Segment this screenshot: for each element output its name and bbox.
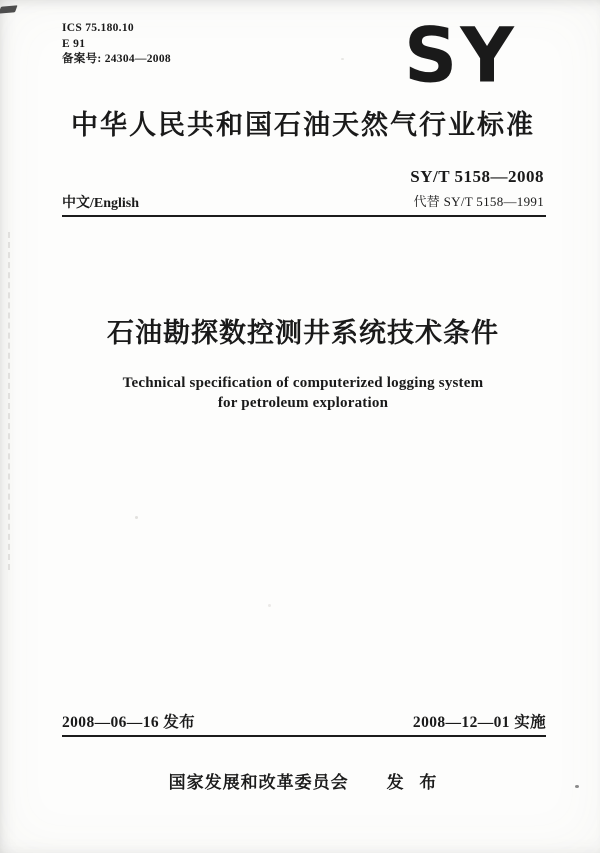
meta-block (62, 21, 171, 68)
issuer-name: 国家发展和改革委员会 (168, 773, 349, 792)
scan-speck (341, 58, 344, 60)
issue-date: 2008—06—16 发布 (62, 714, 196, 731)
record-number: 备案号: 24304—2008 (62, 53, 171, 65)
scan-speck (268, 604, 271, 607)
scan-speck (575, 785, 579, 788)
scan-artifact-corner-mark (0, 5, 18, 13)
scan-speck (135, 516, 138, 519)
classification-code: E 91 (62, 37, 86, 50)
ics-code: ICS 75.180.10 (62, 22, 134, 34)
standard-heading: 中华人民共和国石油天然气行业标准 (71, 110, 535, 140)
header-rule (62, 215, 546, 217)
language-label: 中文/English (62, 196, 140, 211)
publish-label: 发 布 (386, 773, 438, 792)
document-title-en-line1: Technical specification of computerized logging system (122, 375, 484, 391)
publisher-row (57, 768, 549, 793)
document-title-en (57, 374, 549, 413)
sy-logo: SY (404, 12, 517, 100)
footer-rule (62, 735, 546, 737)
scan-artifact-edge-line (8, 232, 10, 570)
date-row (62, 710, 546, 732)
implement-date: 2008—12—01 实施 (412, 714, 546, 731)
document-title-en-line2: for petroleum exploration (217, 394, 389, 411)
document-title-cn: 石油勘探数控测井系统技术条件 (107, 318, 499, 348)
replaces-note: 代替 SY/T 5158—1991 (413, 194, 544, 209)
standard-number: SY/T 5158—2008 (410, 167, 544, 186)
